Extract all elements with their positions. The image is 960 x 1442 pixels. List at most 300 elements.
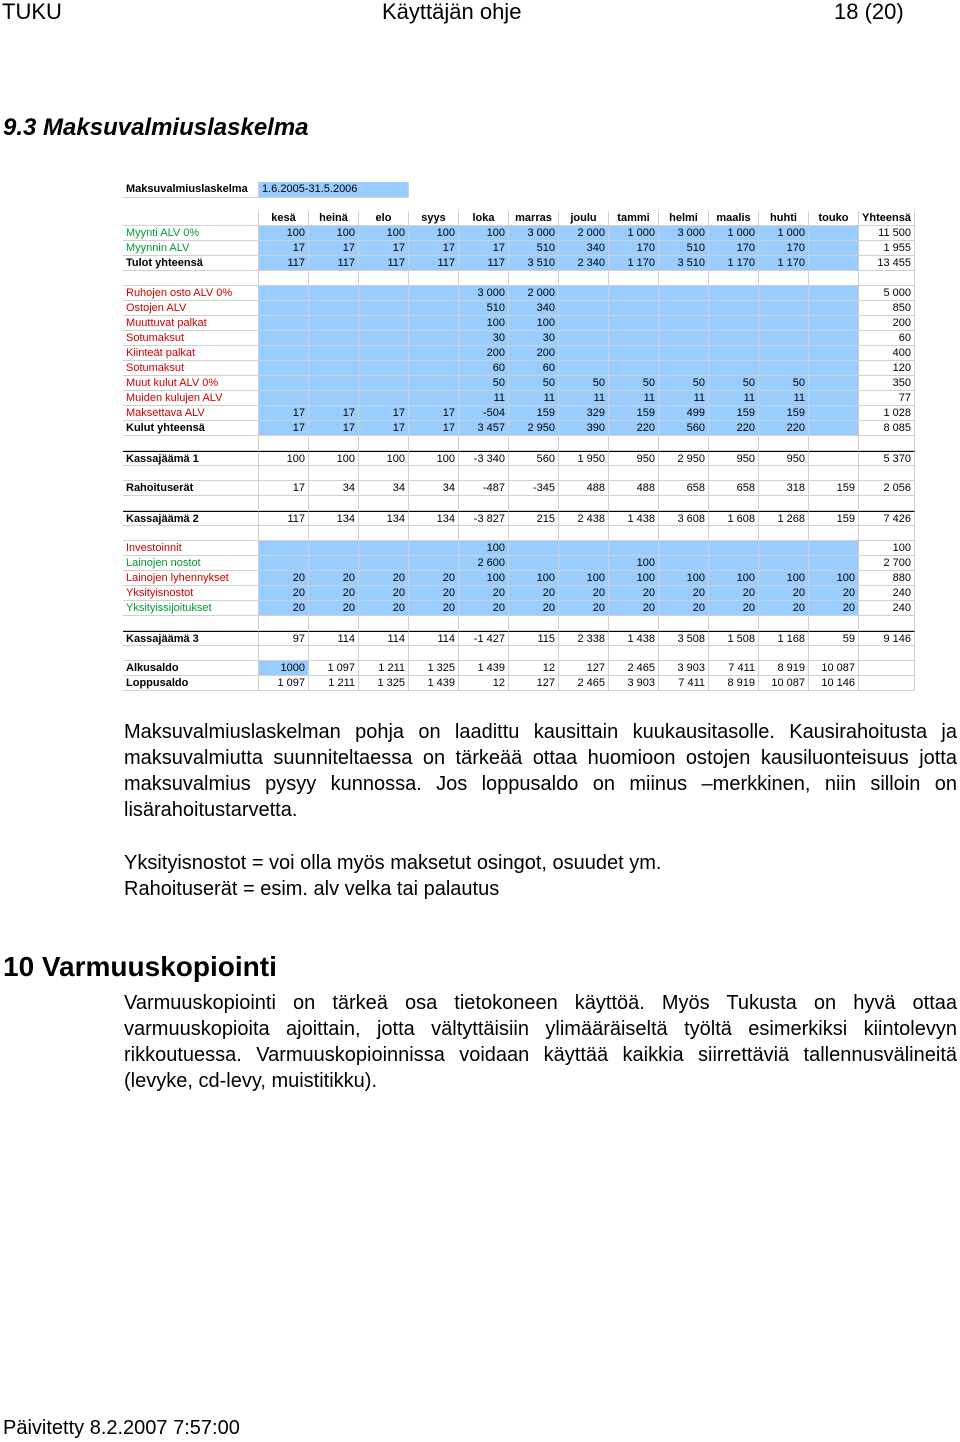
column-header: elo: [359, 211, 409, 226]
sheet-row-label: [123, 616, 259, 631]
sheet-cell: [459, 616, 509, 631]
sheet-cell: 11: [509, 391, 559, 406]
sheet-cell: 1000: [259, 661, 309, 676]
sheet-cell: [759, 616, 809, 631]
sheet-cell: 10 087: [759, 676, 809, 691]
sheet-row-label: Yksityissijoitukset: [123, 601, 259, 616]
sheet-cell: 1 097: [259, 676, 309, 691]
sheet-cell: [309, 331, 359, 346]
sheet-cell: 510: [509, 241, 559, 256]
sheet-cell: [409, 361, 459, 376]
sheet-cell: 2 700: [859, 556, 915, 571]
sheet-cell: [309, 361, 359, 376]
sheet-cell: 159: [809, 481, 859, 496]
sheet-cell: 1 028: [859, 406, 915, 421]
sheet-cell: [459, 496, 509, 511]
section-title-9-3: 9.3 Maksuvalmiuslaskelma: [3, 114, 309, 141]
sheet-cell: [409, 646, 459, 661]
sheet-cell: 100: [459, 226, 509, 241]
sheet-cell: 1 438: [609, 511, 659, 526]
sheet-cell: 11: [609, 391, 659, 406]
sheet-cell: 1 955: [859, 241, 915, 256]
sheet-cell: 3 903: [659, 661, 709, 676]
sheet-cell: [359, 526, 409, 541]
sheet-cell: 1 439: [459, 661, 509, 676]
sheet-cell: [659, 436, 709, 451]
header-center: Käyttäjän ohje: [382, 0, 522, 24]
sheet-cell: 50: [609, 376, 659, 391]
sheet-cell: 115: [509, 631, 559, 646]
sheet-cell: [559, 301, 609, 316]
sheet-cell: 9 146: [859, 631, 915, 646]
sheet-row-label: Ostojen ALV: [123, 301, 259, 316]
sheet-cell: [509, 616, 559, 631]
sheet-cell: 240: [859, 601, 915, 616]
sheet-cell: 17: [309, 421, 359, 436]
sheet-cell: [809, 226, 859, 241]
sheet-cell: 100: [459, 571, 509, 586]
sheet-cell: [459, 526, 509, 541]
sheet-cell: 8 919: [759, 661, 809, 676]
sheet-cell: [309, 556, 359, 571]
column-header: huhti: [759, 211, 809, 226]
column-header: syys: [409, 211, 459, 226]
sheet-cell: -3 340: [459, 451, 509, 466]
sheet-cell: [559, 646, 609, 661]
sheet-cell: 100: [559, 571, 609, 586]
sheet-cell: [759, 436, 809, 451]
body-paragraph-backup: Varmuuskopiointi on tärkeä osa tietokoneen käyttöä. Myös Tukusta on hyvä ottaa varmuuskopioita ajoittain, jotta vältyttäisiin ylimääräiseltä työltä esimerkiksi kiintolevyn rikkoutuessa. Varmuuskopioinnissa voidaan käyttää kaikkia siirrettäviä tallennusvälineitä (levyke, cd-levy, muistitikku).: [124, 992, 957, 1092]
sheet-cell: [759, 526, 809, 541]
sheet-cell: [609, 466, 659, 481]
column-header: marras: [509, 211, 559, 226]
sheet-cell: 159: [509, 406, 559, 421]
sheet-cell: 10 146: [809, 676, 859, 691]
sheet-cell: [659, 361, 709, 376]
sheet-cell: 127: [559, 661, 609, 676]
sheet-cell: [359, 646, 409, 661]
sheet-cell: [359, 346, 409, 361]
sheet-cell: [759, 316, 809, 331]
sheet-cell: [409, 466, 459, 481]
sheet-cell: -345: [509, 481, 559, 496]
cash-flow-spreadsheet: [123, 174, 911, 694]
sheet-cell: 117: [259, 511, 309, 526]
sheet-cell: 1 000: [759, 226, 809, 241]
sheet-cell: [459, 646, 509, 661]
sheet-cell: 499: [659, 406, 709, 421]
sheet-cell: 100: [509, 316, 559, 331]
sheet-cell: [609, 496, 659, 511]
sheet-cell: [559, 331, 609, 346]
sheet-cell: [709, 646, 759, 661]
sheet-cell: 7 411: [659, 676, 709, 691]
sheet-cell: 100: [309, 451, 359, 466]
sheet-cell: [759, 361, 809, 376]
sheet-cell: [409, 271, 459, 286]
sheet-cell: [259, 391, 309, 406]
sheet-cell: [709, 541, 759, 556]
sheet-cell: 3 508: [659, 631, 709, 646]
sheet-cell: 5 000: [859, 286, 915, 301]
sheet-cell: [459, 436, 509, 451]
sheet-cell: 17: [259, 406, 309, 421]
sheet-cell: 1 325: [409, 661, 459, 676]
sheet-cell: 30: [509, 331, 559, 346]
sheet-cell: 114: [409, 631, 459, 646]
sheet-cell: [859, 496, 915, 511]
sheet-cell: 220: [609, 421, 659, 436]
sheet-cell: 350: [859, 376, 915, 391]
sheet-cell: 20: [559, 586, 609, 601]
sheet-cell: 50: [459, 376, 509, 391]
sheet-cell: [759, 286, 809, 301]
sheet-cell: [409, 286, 459, 301]
note-financing-items: Rahoituserät = esim. alv velka tai palautus: [124, 878, 500, 900]
sheet-cell: 34: [359, 481, 409, 496]
sheet-cell: 117: [259, 256, 309, 271]
sheet-cell: [309, 616, 359, 631]
sheet-cell: [659, 556, 709, 571]
sheet-cell: 20: [409, 601, 459, 616]
sheet-cell: [459, 271, 509, 286]
sheet-cell: [659, 526, 709, 541]
sheet-cell: 20: [309, 586, 359, 601]
column-header: maalis: [709, 211, 759, 226]
sheet-cell: 97: [259, 631, 309, 646]
sheet-cell: 1 170: [759, 256, 809, 271]
sheet-cell: [359, 286, 409, 301]
sheet-cell: [259, 376, 309, 391]
sheet-cell: 100: [809, 571, 859, 586]
sheet-row-label: Lainojen nostot: [123, 556, 259, 571]
sheet-cell: [859, 436, 915, 451]
sheet-cell: 34: [309, 481, 359, 496]
sheet-cell: [559, 361, 609, 376]
sheet-cell: 3 000: [459, 286, 509, 301]
sheet-cell: 50: [659, 376, 709, 391]
sheet-cell: 100: [609, 556, 659, 571]
sheet-cell: [409, 436, 459, 451]
sheet-cell: [409, 376, 459, 391]
sheet-cell: [359, 331, 409, 346]
sheet-cell: [709, 556, 759, 571]
sheet-cell: [359, 271, 409, 286]
sheet-row-label: [123, 436, 259, 451]
sheet-cell: [309, 436, 359, 451]
sheet-cell: [559, 496, 609, 511]
sheet-cell: [709, 346, 759, 361]
sheet-cell: 60: [859, 331, 915, 346]
sheet-cell: 100: [309, 226, 359, 241]
sheet-row-label: Muut kulut ALV 0%: [123, 376, 259, 391]
sheet-cell: [559, 436, 609, 451]
sheet-cell: 20: [759, 586, 809, 601]
sheet-cell: 100: [359, 226, 409, 241]
sheet-cell: [859, 271, 915, 286]
sheet-cell: [809, 346, 859, 361]
sheet-cell: 117: [409, 256, 459, 271]
sheet-cell: [859, 466, 915, 481]
sheet-cell: 20: [509, 586, 559, 601]
sheet-cell: [309, 376, 359, 391]
sheet-cell: [509, 526, 559, 541]
footer-updated: Päivitetty 8.2.2007 7:57:00: [3, 1417, 240, 1439]
sheet-cell: 100: [259, 451, 309, 466]
sheet-cell: [709, 526, 759, 541]
sheet-cell: [659, 496, 709, 511]
sheet-cell: 8 919: [709, 676, 759, 691]
sheet-cell: [659, 346, 709, 361]
sheet-cell: 1 097: [309, 661, 359, 676]
sheet-cell: 560: [659, 421, 709, 436]
sheet-cell: 127: [509, 676, 559, 691]
sheet-row-label: [123, 646, 259, 661]
sheet-period: 1.6.2005-31.5.2006: [259, 182, 409, 198]
sheet-cell: 1 268: [759, 511, 809, 526]
sheet-cell: [609, 616, 659, 631]
sheet-row-label: Lainojen lyhennykset: [123, 571, 259, 586]
sheet-cell: [409, 556, 459, 571]
sheet-cell: 114: [309, 631, 359, 646]
sheet-cell: 2 438: [559, 511, 609, 526]
sheet-cell: 50: [509, 376, 559, 391]
sheet-cell: 880: [859, 571, 915, 586]
sheet-cell: [809, 331, 859, 346]
sheet-cell: [259, 541, 309, 556]
sheet-cell: [509, 541, 559, 556]
column-header: Yhteensä: [859, 211, 915, 226]
header-left: TUKU: [2, 0, 62, 24]
sheet-cell: 60: [459, 361, 509, 376]
column-header: tammi: [609, 211, 659, 226]
sheet-cell: [559, 616, 609, 631]
sheet-cell: 1 608: [709, 511, 759, 526]
sheet-cell: [609, 271, 659, 286]
sheet-cell: 20: [359, 586, 409, 601]
sheet-cell: [609, 286, 659, 301]
sheet-cell: [509, 556, 559, 571]
sheet-cell: 17: [259, 241, 309, 256]
sheet-cell: 100: [709, 571, 759, 586]
sheet-cell: 3 457: [459, 421, 509, 436]
sheet-cell: [359, 391, 409, 406]
sheet-cell: [809, 526, 859, 541]
sheet-cell: [809, 376, 859, 391]
sheet-cell: 17: [409, 421, 459, 436]
sheet-cell: 17: [359, 421, 409, 436]
sheet-cell: 17: [259, 421, 309, 436]
sheet-cell: [309, 301, 359, 316]
sheet-cell: [409, 316, 459, 331]
sheet-cell: [559, 556, 609, 571]
sheet-cell: [759, 541, 809, 556]
sheet-cell: [859, 616, 915, 631]
sheet-cell: [409, 616, 459, 631]
sheet-cell: [309, 496, 359, 511]
sheet-cell: [459, 466, 509, 481]
sheet-cell: 2 056: [859, 481, 915, 496]
sheet-cell: [309, 391, 359, 406]
sheet-cell: [559, 541, 609, 556]
sheet-row-label: Kassajäämä 1: [123, 451, 259, 466]
sheet-cell: 114: [359, 631, 409, 646]
sheet-cell: 17: [259, 481, 309, 496]
sheet-row-label: Sotumaksut: [123, 331, 259, 346]
sheet-row-label: Sotumaksut: [123, 361, 259, 376]
sheet-cell: [259, 361, 309, 376]
sheet-cell: 159: [709, 406, 759, 421]
sheet-cell: 950: [709, 451, 759, 466]
sheet-cell: 20: [309, 571, 359, 586]
sheet-cell: [509, 496, 559, 511]
sheet-cell: 329: [559, 406, 609, 421]
sheet-cell: 11: [709, 391, 759, 406]
sheet-cell: -504: [459, 406, 509, 421]
sheet-cell: 510: [459, 301, 509, 316]
sheet-cell: [809, 286, 859, 301]
sheet-cell: 2 950: [509, 421, 559, 436]
sheet-cell: 100: [259, 226, 309, 241]
sheet-cell: 170: [709, 241, 759, 256]
sheet-cell: 100: [459, 316, 509, 331]
sheet-row-label: Maksettava ALV: [123, 406, 259, 421]
header-page-number: 18 (20): [834, 0, 904, 24]
sheet-cell: [659, 646, 709, 661]
column-header: touko: [809, 211, 859, 226]
sheet-cell: [409, 526, 459, 541]
sheet-row-label: Muuttuvat palkat: [123, 316, 259, 331]
sheet-cell: 134: [359, 511, 409, 526]
sheet-cell: [259, 646, 309, 661]
sheet-cell: [709, 616, 759, 631]
sheet-cell: 2 465: [609, 661, 659, 676]
sheet-cell: 488: [609, 481, 659, 496]
sheet-cell: 1 438: [609, 631, 659, 646]
sheet-row-label: Muiden kulujen ALV: [123, 391, 259, 406]
sheet-cell: [259, 331, 309, 346]
column-header: joulu: [559, 211, 609, 226]
sheet-cell: [359, 301, 409, 316]
sheet-cell: [359, 556, 409, 571]
sheet-cell: [759, 466, 809, 481]
sheet-cell: 3 510: [509, 256, 559, 271]
sheet-cell: [309, 646, 359, 661]
sheet-cell: [809, 556, 859, 571]
sheet-cell: [359, 361, 409, 376]
sheet-cell: [559, 271, 609, 286]
sheet-cell: [359, 316, 409, 331]
sheet-cell: [359, 376, 409, 391]
sheet-cell: [809, 421, 859, 436]
sheet-cell: [809, 316, 859, 331]
sheet-cell: [609, 436, 659, 451]
sheet-cell: 17: [309, 241, 359, 256]
sheet-cell: 11: [659, 391, 709, 406]
sheet-cell: [709, 361, 759, 376]
sheet-cell: [659, 541, 709, 556]
sheet-cell: 1 000: [609, 226, 659, 241]
sheet-cell: 50: [559, 376, 609, 391]
sheet-cell: 2 000: [509, 286, 559, 301]
sheet-cell: [559, 316, 609, 331]
sheet-cell: [309, 271, 359, 286]
sheet-cell: 20: [609, 601, 659, 616]
sheet-cell: [759, 646, 809, 661]
column-header: heinä: [309, 211, 359, 226]
sheet-cell: [809, 301, 859, 316]
sheet-row-label: Myynnin ALV: [123, 241, 259, 256]
sheet-cell: 59: [809, 631, 859, 646]
sheet-cell: 200: [459, 346, 509, 361]
sheet-cell: [609, 526, 659, 541]
sheet-cell: 17: [359, 406, 409, 421]
sheet-cell: 77: [859, 391, 915, 406]
sheet-cell: 2 465: [559, 676, 609, 691]
sheet-cell: 5 370: [859, 451, 915, 466]
sheet-cell: 134: [409, 511, 459, 526]
sheet-row-label: Kiinteät palkat: [123, 346, 259, 361]
sheet-cell: 950: [609, 451, 659, 466]
sheet-cell: 17: [409, 241, 459, 256]
sheet-cell: 30: [459, 331, 509, 346]
sheet-cell: 390: [559, 421, 609, 436]
sheet-cell: 2 340: [559, 256, 609, 271]
sheet-cell: [409, 391, 459, 406]
sheet-row-label: Kassajäämä 3: [123, 631, 259, 646]
sheet-cell: 1 325: [359, 676, 409, 691]
sheet-cell: [259, 556, 309, 571]
sheet-cell: 100: [359, 451, 409, 466]
sheet-cell: [859, 526, 915, 541]
sheet-cell: -3 827: [459, 511, 509, 526]
sheet-cell: 159: [609, 406, 659, 421]
sheet-cell: [609, 361, 659, 376]
sheet-cell: 117: [359, 256, 409, 271]
sheet-cell: [659, 271, 709, 286]
sheet-cell: 1 211: [309, 676, 359, 691]
sheet-cell: 340: [509, 301, 559, 316]
sheet-cell: 488: [559, 481, 609, 496]
sheet-cell: 20: [659, 586, 709, 601]
sheet-cell: 13 455: [859, 256, 915, 271]
sheet-cell: [709, 286, 759, 301]
sheet-cell: 10 087: [809, 661, 859, 676]
sheet-cell: 240: [859, 586, 915, 601]
sheet-cell: [709, 496, 759, 511]
sheet-cell: [709, 331, 759, 346]
sheet-cell: 8 085: [859, 421, 915, 436]
sheet-cell: [559, 466, 609, 481]
sheet-cell: [409, 496, 459, 511]
sheet-cell: [259, 496, 309, 511]
sheet-row-label: Alkusaldo: [123, 661, 259, 676]
sheet-cell: [509, 436, 559, 451]
sheet-cell: [759, 496, 809, 511]
sheet-cell: 1 170: [609, 256, 659, 271]
sheet-cell: [609, 331, 659, 346]
sheet-cell: 20: [309, 601, 359, 616]
sheet-cell: [609, 541, 659, 556]
sheet-cell: [309, 286, 359, 301]
sheet-cell: 12: [509, 661, 559, 676]
sheet-cell: 20: [359, 571, 409, 586]
sheet-cell: 2 000: [559, 226, 609, 241]
sheet-cell: 1 950: [559, 451, 609, 466]
sheet-cell: [759, 331, 809, 346]
sheet-cell: [859, 646, 915, 661]
sheet-cell: [259, 526, 309, 541]
